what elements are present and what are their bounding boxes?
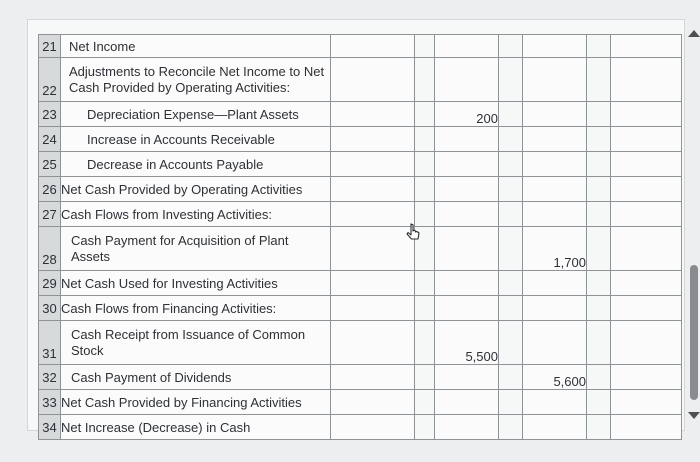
amount-cell[interactable]: 5,500 bbox=[435, 321, 499, 365]
amount-cell[interactable] bbox=[587, 152, 611, 177]
row-number: 25 bbox=[39, 152, 61, 177]
amount-cell[interactable] bbox=[587, 321, 611, 365]
amount-cell[interactable] bbox=[499, 415, 523, 440]
cash-flow-worksheet-table bbox=[38, 34, 682, 440]
amount-cell[interactable] bbox=[523, 390, 587, 415]
amount-cell[interactable] bbox=[499, 321, 523, 365]
amount-cell[interactable] bbox=[523, 321, 587, 365]
description-line: Decrease in Accounts Payable bbox=[87, 156, 264, 172]
amount-cell[interactable] bbox=[415, 415, 435, 440]
row-number: 24 bbox=[39, 127, 61, 152]
vertical-scrollbar-thumb[interactable] bbox=[690, 265, 698, 400]
amount-cell[interactable] bbox=[499, 177, 523, 202]
row-number: 28 bbox=[39, 227, 61, 271]
amount-cell[interactable] bbox=[331, 152, 415, 177]
amount-cell[interactable] bbox=[415, 127, 435, 152]
pointer-cursor-icon bbox=[405, 223, 423, 243]
row-description bbox=[61, 227, 331, 271]
row-number: 29 bbox=[39, 271, 61, 296]
amount-cell[interactable] bbox=[331, 58, 415, 102]
description-line: Adjustments to Reconcile Net Income to Net bbox=[69, 63, 325, 79]
table-row bbox=[39, 227, 682, 271]
description-line: Cash Flows from Financing Activities: bbox=[61, 300, 277, 316]
amount-cell[interactable] bbox=[499, 296, 523, 321]
row-description bbox=[61, 271, 331, 296]
description-line: Cash Payment for Acquisition of Plant bbox=[71, 232, 289, 248]
amount-cell[interactable] bbox=[523, 296, 587, 321]
amount-cell[interactable] bbox=[523, 58, 587, 102]
amount-cell[interactable] bbox=[611, 58, 682, 102]
scroll-up-arrow-icon[interactable] bbox=[688, 30, 700, 37]
amount-cell[interactable] bbox=[587, 365, 611, 390]
row-description bbox=[61, 202, 331, 227]
description-line: Net Increase (Decrease) in Cash bbox=[61, 419, 251, 435]
amount-cell[interactable] bbox=[435, 152, 499, 177]
row-description bbox=[61, 127, 331, 152]
amount-cell[interactable] bbox=[499, 227, 523, 271]
amount-cell[interactable] bbox=[587, 415, 611, 440]
amount-cell[interactable] bbox=[499, 271, 523, 296]
amount-cell[interactable] bbox=[331, 227, 415, 271]
amount-cell[interactable] bbox=[331, 390, 415, 415]
amount-cell[interactable] bbox=[611, 365, 682, 390]
table-row bbox=[39, 102, 682, 127]
amount-cell[interactable] bbox=[499, 152, 523, 177]
amount-cell[interactable] bbox=[587, 58, 611, 102]
amount-cell[interactable] bbox=[415, 35, 435, 58]
amount-cell[interactable] bbox=[331, 202, 415, 227]
amount-cell[interactable] bbox=[415, 58, 435, 102]
amount-cell[interactable] bbox=[435, 390, 499, 415]
amount-cell[interactable] bbox=[523, 127, 587, 152]
amount-cell[interactable] bbox=[415, 271, 435, 296]
amount-cell[interactable] bbox=[523, 177, 587, 202]
amount-cell[interactable] bbox=[331, 365, 415, 390]
table-row bbox=[39, 296, 682, 321]
row-description bbox=[61, 152, 331, 177]
amount-cell[interactable] bbox=[587, 296, 611, 321]
amount-cell[interactable] bbox=[523, 415, 587, 440]
table-row bbox=[39, 58, 682, 102]
row-description bbox=[61, 296, 331, 321]
amount-cell[interactable] bbox=[587, 102, 611, 127]
amount-cell[interactable] bbox=[587, 127, 611, 152]
amount-cell[interactable] bbox=[499, 365, 523, 390]
table-row bbox=[39, 390, 682, 415]
amount-cell[interactable] bbox=[435, 365, 499, 390]
table-row bbox=[39, 152, 682, 177]
amount-cell[interactable] bbox=[435, 296, 499, 321]
row-description bbox=[61, 365, 331, 390]
amount-cell[interactable] bbox=[435, 177, 499, 202]
amount-cell[interactable] bbox=[611, 102, 682, 127]
amount-cell[interactable] bbox=[587, 227, 611, 271]
amount-cell[interactable] bbox=[415, 321, 435, 365]
amount-cell[interactable] bbox=[499, 102, 523, 127]
amount-cell[interactable] bbox=[435, 58, 499, 102]
amount-cell[interactable] bbox=[415, 152, 435, 177]
amount-cell[interactable] bbox=[331, 271, 415, 296]
description-line: Net Cash Used for Investing Activities bbox=[61, 275, 278, 291]
description-line: Net Income bbox=[69, 38, 136, 54]
description-line: Net Cash Provided by Operating Activities bbox=[61, 181, 303, 197]
row-description bbox=[61, 177, 331, 202]
amount-cell[interactable] bbox=[611, 127, 682, 152]
description-line: Cash Flows from Investing Activities: bbox=[61, 206, 272, 222]
amount-cell[interactable] bbox=[587, 390, 611, 415]
amount-cell[interactable] bbox=[499, 390, 523, 415]
table-row bbox=[39, 202, 682, 227]
row-number: 32 bbox=[39, 365, 61, 390]
row-number: 26 bbox=[39, 177, 61, 202]
row-number: 34 bbox=[39, 415, 61, 440]
description-line: Assets bbox=[71, 248, 111, 264]
amount-cell[interactable] bbox=[611, 227, 682, 271]
amount-cell[interactable] bbox=[523, 152, 587, 177]
amount-cell[interactable] bbox=[499, 58, 523, 102]
amount-cell[interactable] bbox=[611, 415, 682, 440]
description-line: Depreciation Expense—Plant Assets bbox=[87, 106, 299, 122]
amount-cell[interactable] bbox=[611, 177, 682, 202]
amount-cell[interactable] bbox=[499, 127, 523, 152]
amount-cell[interactable] bbox=[331, 102, 415, 127]
row-number: 31 bbox=[39, 321, 61, 365]
amount-cell[interactable] bbox=[587, 202, 611, 227]
description-line: Stock bbox=[71, 342, 104, 358]
amount-cell[interactable] bbox=[611, 296, 682, 321]
table-row bbox=[39, 415, 682, 440]
table-row bbox=[39, 321, 682, 365]
amount-cell[interactable] bbox=[587, 177, 611, 202]
amount-cell[interactable]: 200 bbox=[435, 102, 499, 127]
amount-cell[interactable] bbox=[415, 177, 435, 202]
description-line: Increase in Accounts Receivable bbox=[87, 131, 275, 147]
amount-cell[interactable] bbox=[435, 227, 499, 271]
amount-cell[interactable] bbox=[331, 321, 415, 365]
row-number: 22 bbox=[39, 58, 61, 102]
row-description bbox=[61, 415, 331, 440]
amount-cell[interactable] bbox=[611, 152, 682, 177]
amount-cell[interactable] bbox=[331, 415, 415, 440]
table-row bbox=[39, 177, 682, 202]
amount-cell[interactable] bbox=[331, 35, 415, 58]
amount-cell[interactable] bbox=[523, 102, 587, 127]
amount-cell[interactable] bbox=[415, 365, 435, 390]
amount-cell[interactable] bbox=[331, 177, 415, 202]
description-line: Cash Receipt from Issuance of Common bbox=[71, 326, 306, 342]
amount-cell[interactable] bbox=[435, 271, 499, 296]
amount-cell[interactable] bbox=[499, 202, 523, 227]
description-line: Cash Provided by Operating Activities: bbox=[69, 79, 291, 95]
amount-cell[interactable] bbox=[435, 415, 499, 440]
amount-cell[interactable] bbox=[435, 127, 499, 152]
row-description bbox=[61, 390, 331, 415]
amount-cell[interactable] bbox=[435, 35, 499, 58]
amount-cell[interactable] bbox=[587, 35, 611, 58]
amount-cell[interactable] bbox=[435, 202, 499, 227]
amount-cell[interactable] bbox=[611, 321, 682, 365]
amount-cell[interactable] bbox=[523, 271, 587, 296]
description-line: Net Cash Provided by Financing Activities bbox=[61, 394, 302, 410]
amount-cell[interactable] bbox=[415, 102, 435, 127]
table-row bbox=[39, 35, 682, 58]
amount-cell[interactable] bbox=[611, 390, 682, 415]
amount-cell[interactable] bbox=[587, 271, 611, 296]
amount-cell[interactable] bbox=[611, 202, 682, 227]
row-number: 33 bbox=[39, 390, 61, 415]
amount-cell[interactable]: 1,700 bbox=[523, 227, 587, 271]
row-number: 27 bbox=[39, 202, 61, 227]
amount-cell[interactable]: 5,600 bbox=[523, 365, 587, 390]
amount-cell[interactable] bbox=[523, 202, 587, 227]
amount-cell[interactable] bbox=[331, 127, 415, 152]
amount-cell[interactable] bbox=[499, 35, 523, 58]
scroll-down-arrow-icon[interactable] bbox=[688, 412, 700, 419]
amount-cell[interactable] bbox=[415, 296, 435, 321]
row-number: 21 bbox=[39, 35, 61, 58]
row-description bbox=[61, 58, 331, 102]
table-row bbox=[39, 365, 682, 390]
description-line: Cash Payment of Dividends bbox=[71, 369, 232, 385]
row-number: 30 bbox=[39, 296, 61, 321]
row-number: 23 bbox=[39, 102, 61, 127]
amount-cell[interactable] bbox=[611, 35, 682, 58]
row-description bbox=[61, 35, 331, 58]
amount-cell[interactable] bbox=[611, 271, 682, 296]
amount-cell[interactable] bbox=[331, 296, 415, 321]
amount-cell[interactable] bbox=[415, 390, 435, 415]
row-description bbox=[61, 102, 331, 127]
row-description bbox=[61, 321, 331, 365]
table-row bbox=[39, 271, 682, 296]
amount-cell[interactable] bbox=[523, 35, 587, 58]
table-row bbox=[39, 127, 682, 152]
